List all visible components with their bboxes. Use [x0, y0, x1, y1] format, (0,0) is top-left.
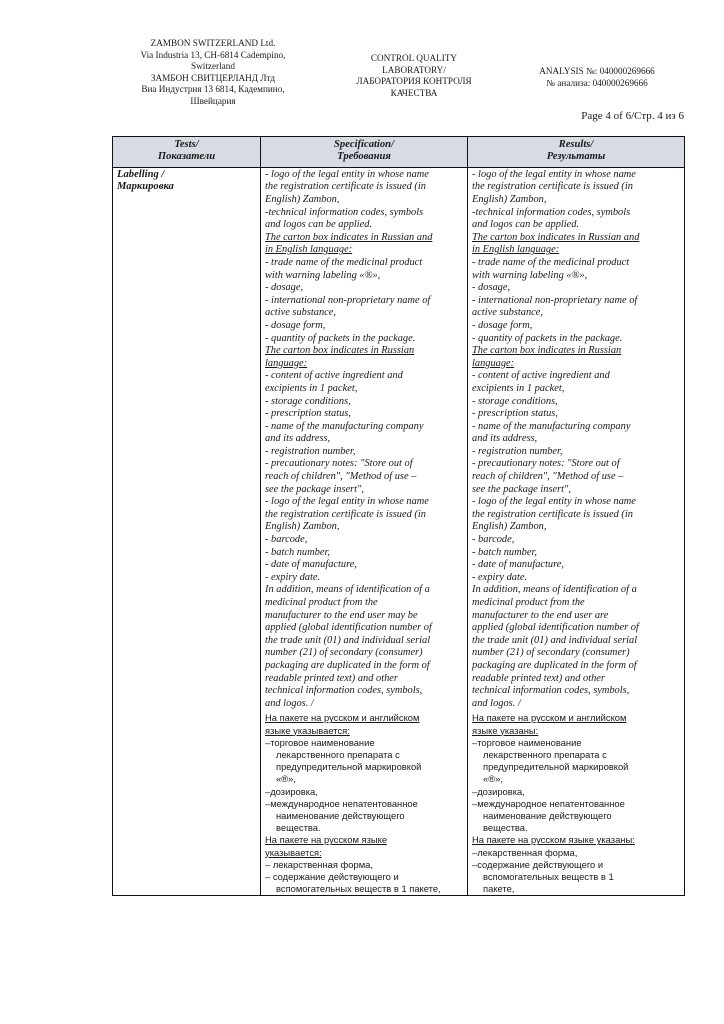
spec-line: see the package insert", — [265, 483, 365, 495]
result-line: –торговое наименование — [472, 736, 582, 748]
spec-line: readable printed text) and other — [265, 672, 398, 684]
result-line: –дозировка, — [472, 785, 525, 797]
spec-line: На пакете на русском и английском — [265, 712, 420, 724]
spec-line: The carton box indicates in Russian — [265, 345, 415, 357]
spec-line: - logo of the legal entity in whose name — [265, 496, 429, 508]
spec-line: вещества. — [276, 822, 321, 834]
result-line: - expiry date. — [472, 571, 528, 583]
result-line: -technical information codes, symbols — [472, 206, 631, 218]
result-line: - dosage, — [472, 282, 511, 294]
result-line: number (21) of secondary (consumer) — [472, 647, 630, 659]
result-line: - logo of the legal entity in whose name — [472, 496, 636, 508]
result-line: лекарственного препарата с — [483, 748, 607, 760]
spec-line: языке указывается: — [265, 724, 350, 736]
specification-english-text — [265, 169, 463, 711]
result-line: applied (global identification number of — [472, 622, 639, 634]
result-line: - precautionary notes: "Store out of — [472, 458, 620, 470]
spec-line: - dosage form, — [265, 319, 326, 331]
result-line: - content of active ingredient and — [472, 370, 610, 382]
spec-line: - batch number, — [265, 546, 330, 558]
spec-line: English) Zambon, — [265, 194, 340, 205]
header-specification: Specification/ Требования — [261, 137, 468, 168]
company-line: Switzerland — [191, 61, 235, 72]
spec-line: with warning labeling «®», — [265, 269, 381, 281]
company-line: Виа Индустрия 13 6814, Кадемпино, — [141, 84, 285, 95]
result-line: - dosage form, — [472, 319, 533, 331]
result-line: - logo of the legal entity in whose name — [472, 168, 636, 180]
result-line: technical information codes, symbols, — [472, 685, 630, 697]
result-line: «®», — [483, 773, 503, 785]
spec-line: manufacturer to the end user may be — [265, 609, 418, 621]
result-line: пакете, — [483, 883, 515, 895]
result-line: вспомогательных веществ в 1 — [483, 870, 614, 882]
result-line: in English language: — [472, 244, 560, 256]
spec-line: вспомогательных веществ в 1 пакете, — [276, 883, 441, 895]
spec-line: packaging are duplicated in the form of — [265, 659, 430, 671]
specification-russian-text — [265, 712, 463, 895]
spec-line: - storage conditions, — [265, 395, 351, 407]
result-line: - name of the manufacturing company — [472, 420, 631, 432]
result-line: наименование действующего — [483, 809, 612, 821]
spec-line: -technical information codes, symbols — [265, 206, 424, 218]
result-line: medicinal product from the — [472, 597, 585, 608]
spec-line: предупредительной маркировкой — [276, 761, 422, 773]
spec-line: English) Zambon, — [265, 521, 340, 533]
result-line: - registration number, — [472, 445, 563, 457]
spec-line: – содержание действующего и — [265, 870, 399, 882]
spec-line: На пакете на русском языке — [265, 834, 388, 846]
spec-line: and logos. / — [265, 697, 314, 709]
spec-line: указывается: — [265, 846, 322, 858]
spec-line: лекарственного препарата с — [276, 748, 400, 760]
result-line: - international non-proprietary name of — [472, 294, 638, 306]
page-number: Page 4 of 6/Стр. 4 из 6 — [581, 110, 684, 122]
spec-line: - precautionary notes: "Store out of — [265, 458, 413, 470]
spec-line: –международное непатентованное — [265, 797, 418, 809]
spec-line: наименование действующего — [276, 809, 405, 821]
spec-line: The carton box indicates in Russian and — [265, 231, 433, 243]
spec-line: - prescription status, — [265, 408, 351, 420]
result-line: - barcode, — [472, 534, 515, 546]
results-russian-text — [472, 712, 680, 895]
spec-line: technical information codes, symbols, — [265, 685, 423, 697]
spec-line: –торговое наименование — [265, 736, 375, 748]
result-line: вещества. — [483, 822, 528, 834]
laboratory-name-block — [328, 53, 500, 99]
result-line: На пакете на русском языке указаны: — [472, 834, 635, 846]
result-line: - prescription status, — [472, 408, 558, 420]
laboratory-line: ЛАБОРАТОРИЯ КОНТРОЛЯ — [356, 76, 472, 87]
table-row — [113, 167, 685, 896]
spec-line: - dosage, — [265, 282, 304, 294]
spec-line: applied (global identification number of — [265, 622, 432, 634]
spec-line: - barcode, — [265, 534, 308, 546]
spec-line: language: — [265, 357, 308, 369]
spec-line: the trade unit (01) and individual serial — [265, 634, 431, 646]
result-line: - trade name of the medicinal product — [472, 256, 630, 268]
laboratory-line: LABORATORY/ — [382, 64, 446, 75]
spec-line: the registration certificate is issued (in — [265, 508, 426, 520]
company-line: Via Industria 13, CH-6814 Cadempino, — [140, 49, 286, 60]
spec-line: in English language: — [265, 244, 353, 256]
result-line: reach of children", "Method of use – — [472, 471, 624, 483]
spec-line: excipients in 1 packet, — [265, 382, 358, 394]
result-line: The carton box indicates in Russian and — [472, 231, 640, 243]
company-line: ZAMBON SWITZERLAND Ltd. — [150, 38, 276, 48]
result-line: На пакете на русском и английском — [472, 712, 627, 724]
spec-line: - quantity of packets in the package. — [265, 332, 416, 344]
result-line: with warning labeling «®», — [472, 269, 588, 281]
result-line: - storage conditions, — [472, 395, 558, 407]
spec-line: –дозировка, — [265, 785, 318, 797]
result-line: manufacturer to the end user are — [472, 609, 609, 621]
spec-line: «®», — [276, 773, 296, 785]
result-line: In addition, means of identification of a — [472, 584, 637, 596]
spec-line: reach of children", "Method of use – — [265, 471, 417, 483]
spec-line: and its address, — [265, 433, 331, 445]
result-line: and logos. / — [472, 697, 521, 709]
result-line: readable printed text) and other — [472, 672, 605, 684]
analysis-line: ANALYSIS №: 040000269666 — [539, 66, 655, 76]
spec-line: medicinal product from the — [265, 597, 378, 608]
result-line: English) Zambon, — [472, 521, 547, 533]
laboratory-line: CONTROL QUALITY — [370, 53, 458, 63]
test-name-cell: Labelling / Маркировка — [113, 167, 261, 896]
spec-line: In addition, means of identification of a — [265, 584, 430, 596]
result-line: packaging are duplicated in the form of — [472, 659, 637, 671]
company-line: Швейцария — [190, 95, 236, 106]
spec-line: - registration number, — [265, 445, 356, 457]
spec-line: and logos can be applied. — [265, 219, 373, 231]
company-line: ЗАМБОН СВИТЦЕРЛАНД Лтд — [150, 72, 276, 83]
specification-cell — [261, 167, 468, 896]
result-line: - batch number, — [472, 546, 537, 558]
spec-line: number (21) of secondary (consumer) — [265, 647, 423, 659]
spec-line: - trade name of the medicinal product — [265, 256, 423, 268]
result-line: предупредительной маркировкой — [483, 761, 629, 773]
header-tests: Tests/ Показатели — [113, 137, 261, 168]
company-address-block — [128, 38, 298, 108]
result-line: –лекарственная форма, — [472, 846, 578, 858]
result-line: - date of manufacture, — [472, 559, 564, 571]
result-line: see the package insert", — [472, 483, 572, 495]
results-english-text — [472, 169, 680, 711]
spec-line: - date of manufacture, — [265, 559, 357, 571]
tests-table — [112, 136, 685, 896]
result-line: and its address, — [472, 433, 538, 445]
table-header-row — [113, 137, 685, 168]
header-results: Results/ Результаты — [468, 137, 685, 168]
result-line: языке указаны: — [472, 724, 539, 736]
result-line: language: — [472, 357, 515, 369]
spec-line: - expiry date. — [265, 571, 321, 583]
analysis-line: № анализа: 040000269666 — [546, 77, 648, 88]
spec-line: - international non-proprietary name of — [265, 294, 431, 306]
result-line: the registration certificate is issued (in — [472, 508, 633, 520]
laboratory-line: КАЧЕСТВА — [390, 87, 438, 98]
spec-line: the registration certificate is issued (in — [265, 181, 426, 193]
results-cell — [468, 167, 685, 896]
spec-line: – лекарственная форма, — [265, 858, 373, 870]
result-line: –международное непатентованное — [472, 797, 625, 809]
result-line: - quantity of packets in the package. — [472, 332, 623, 344]
spec-line: active substance, — [265, 307, 336, 319]
result-line: excipients in 1 packet, — [472, 382, 565, 394]
result-line: and logos can be applied. — [472, 219, 580, 231]
result-line: the trade unit (01) and individual serial — [472, 634, 638, 646]
result-line: The carton box indicates in Russian — [472, 345, 622, 357]
result-line: English) Zambon, — [472, 194, 547, 205]
spec-line: - logo of the legal entity in whose name — [265, 168, 429, 180]
spec-line: - content of active ingredient and — [265, 370, 403, 382]
analysis-number-block — [516, 66, 678, 89]
result-line: the registration certificate is issued (in — [472, 181, 633, 193]
spec-line: - name of the manufacturing company — [265, 420, 424, 432]
result-line: active substance, — [472, 307, 543, 319]
result-line: –содержание действующего и — [472, 858, 604, 870]
